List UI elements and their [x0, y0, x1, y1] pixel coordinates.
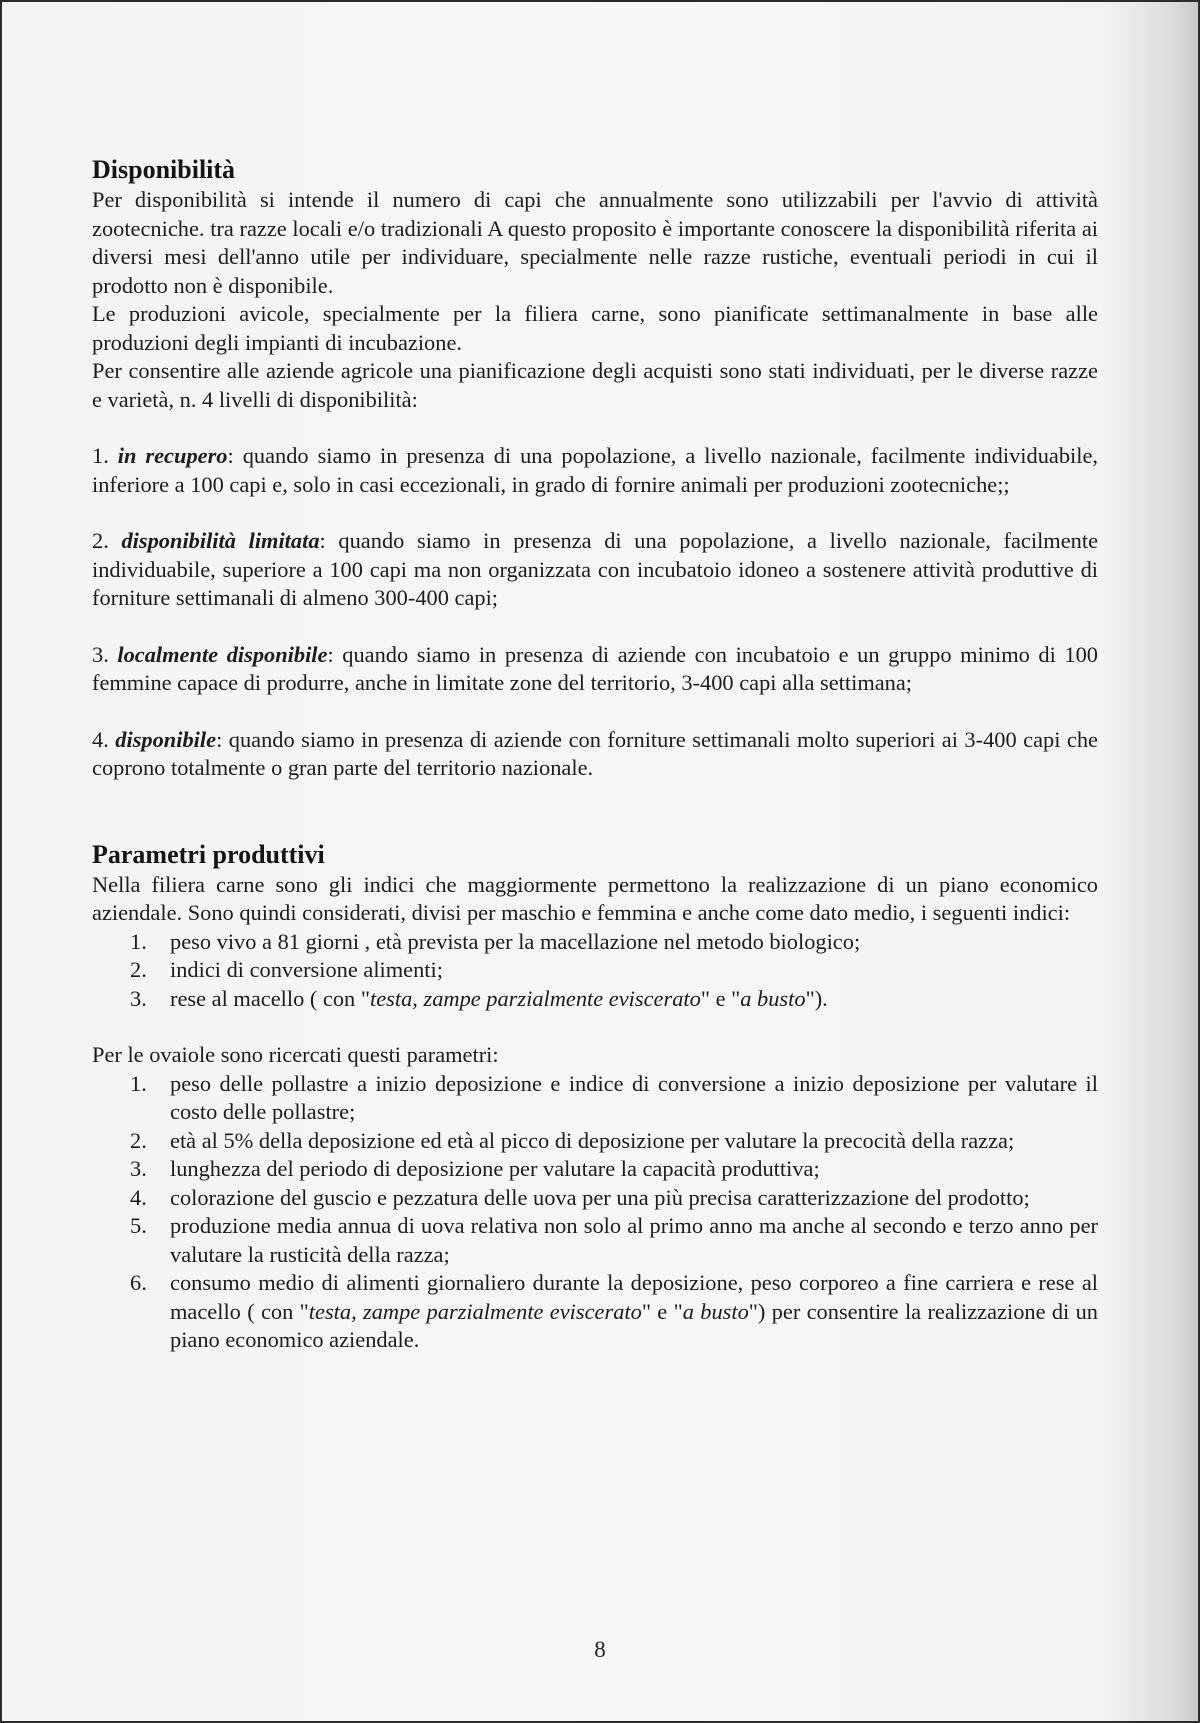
level-item: 4. disponibile: quando siamo in presenza di aziende con forniture settimanali molto superiori ai 3-400 capi che coprono totalmente o gran parte del territorio nazionale. [92, 726, 1098, 780]
level-item: 2. disponibilità limitata: quando siamo in presenza di una popolazione, a livello nazionale, facilmente individuabile, superiore a 100 capi ma non organizzata con incubatoio idoneo a sostenere attività produttive di forniture settimanali di almeno 300-400 capi; [92, 528, 1099, 610]
ovaiole-parameters-list [92, 1070, 1098, 1355]
list-item: 5. produzione media annua di uova relativa non solo al primo anno ma anche al secondo e terzo anno per valutare la rusticità della razza; [130, 1213, 1098, 1267]
paragraph: Nella filiera carne sono gli indici che maggiormente permettono la realizzazione di un piano economico aziendale. Sono quindi considerati, divisi per maschio e femmina e anche come dato medio, i seguenti indici: [92, 871, 1098, 925]
level-term: localmente disponibile [117, 641, 328, 667]
document-page [2, 2, 1198, 1721]
level-term: in recupero [117, 443, 228, 468]
list-item: 3. rese al macello ( con "testa, zampe parzialmente eviscerato" e "a busto"). [130, 985, 828, 1011]
page-content [92, 154, 1098, 1355]
paragraph: Per consentire alle aziende agricole una pianificazione degli acquisti sono stati individuati, per le diverse razze e varietà, n. 4 livelli di disponibilità: [92, 358, 1098, 412]
list-item: 3. lunghezza del periodo di deposizione per valutare la capacità produttiva; [130, 1156, 820, 1181]
list-item: 6. consumo medio di alimenti giornaliero durante la deposizione, peso corporeo a fine carriera e rese al macello ( con "testa, zampe parzialmente eviscerato" e "a busto") per consentire la realizzazione di un piano economico aziendale. [130, 1270, 1098, 1352]
level-item: 1. in recupero: quando siamo in presenza di una popolazione, a livello nazionale, facilmente individuabile, inferiore a 100 capi e, solo in casi eccezionali, in grado di fornire animali per produzioni zootecniche;; [92, 443, 1098, 497]
list-item: 1. peso delle pollastre a inizio deposizione e indice di conversione a inizio deposizione per valutare il costo delle pollastre; [130, 1070, 1098, 1124]
paragraph: Le produzioni avicole, specialmente per la filiera carne, sono pianificate settimanalmente in base alle produzioni degli impianti di incubazione. [92, 301, 1098, 355]
section-title-disponibilita: Disponibilità [92, 155, 236, 184]
list-item: 2. età al 5% della deposizione ed età al picco di deposizione per valutare la precocità della razza; [130, 1127, 1015, 1153]
page-number: 8 [594, 1637, 606, 1662]
paragraph: Per disponibilità si intende il numero di capi che annualmente sono utilizzabili per l'avvio di attività zootecniche. tra razze locali e/o tradizionali A questo proposito è importante conoscere la disponibilità riferita ai diversi mesi dell'anno utile per individuare, specialmente nelle razze rustiche, eventuali periodi in cui il prodotto non è disponibile. [92, 187, 1098, 298]
list-item: 2. indici di conversione alimenti; [130, 957, 443, 982]
meat-parameters-list [92, 928, 1098, 1014]
level-term: disponibilità limitata [121, 528, 320, 553]
level-item: 3. localmente disponibile: quando siamo in presenza di aziende con incubatoio e un gruppo minimo di 100 femmine capace di produrre, anche in limitate zone del territorio, 3-400 capi alla settimana; [92, 641, 1098, 695]
paragraph: Per le ovaiole sono ricercati questi parametri: [92, 1042, 499, 1067]
level-term: disponibile [115, 726, 217, 752]
list-item: 4. colorazione del guscio e pezzatura delle uova per una più precisa caratterizzazione del prodotto; [130, 1184, 1030, 1210]
section-title-parametri: Parametri produttivi [92, 839, 325, 869]
list-item: 1. peso vivo a 81 giorni , età prevista per la macellazione nel metodo biologico; [130, 928, 861, 954]
